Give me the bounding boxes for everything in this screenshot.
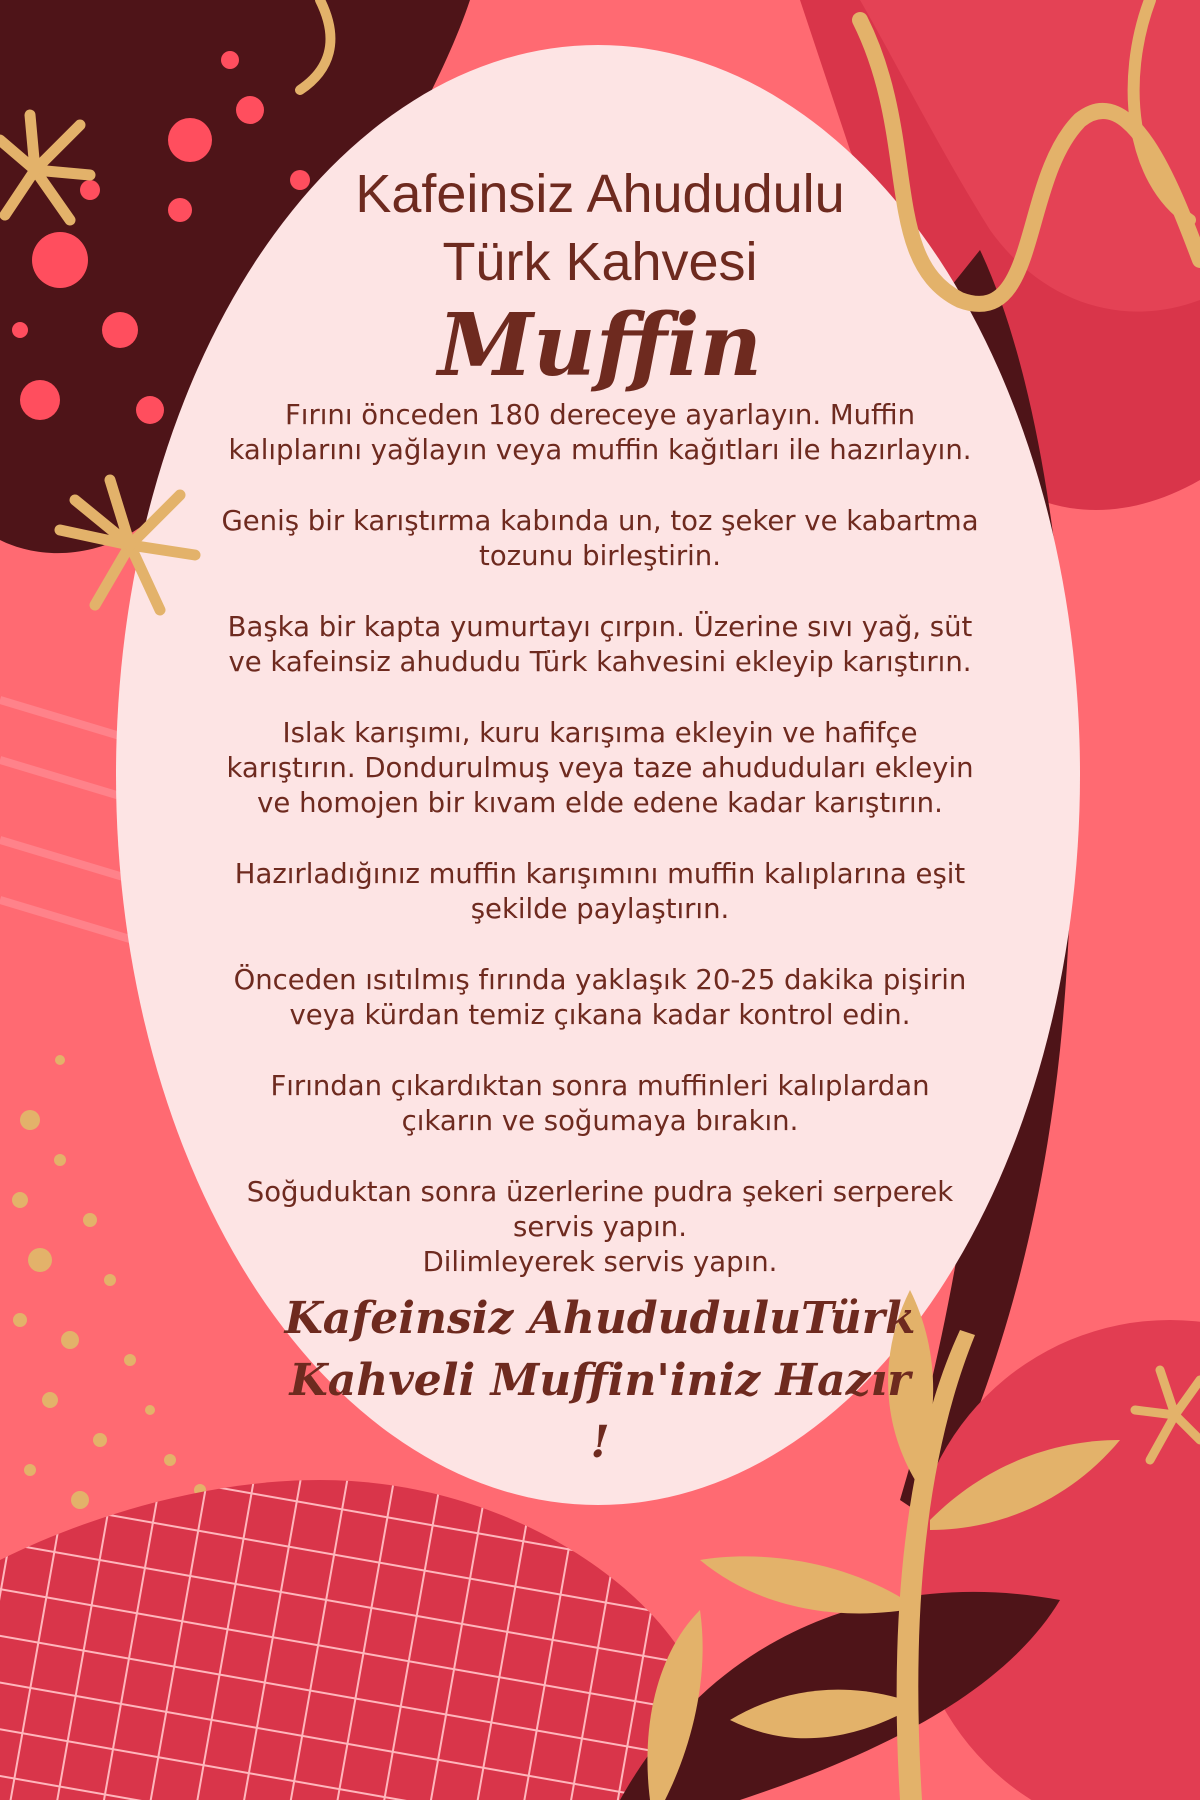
step-line: Geniş bir karıştırma kabında un, toz şeker ve kabartma [221,505,979,537]
recipe-subtitle: Muffin [437,295,763,396]
recipe-steps [150,398,1050,1280]
step-line: kalıplarını yağlayın veya muffin kağıtları ile hazırlayın. [228,434,972,466]
step-line: Dilimleyerek servis yapın. [422,1246,778,1278]
step-line: Soğuduktan sonra üzerlerine pudra şekeri serperek [246,1176,954,1208]
recipe-step [150,716,1050,821]
recipe-step [150,857,1050,927]
step-line: Fırını önceden 180 dereceye ayarlayın. Muffin [284,399,916,431]
step-line: veya kürdan temiz çıkana kadar kontrol edin. [289,999,911,1031]
step-line: Önceden ısıtılmış fırında yaklaşık 20-25 dakika pişirin [233,964,967,996]
closing-line: Kafeinsiz AhududuluTürk [284,1293,916,1344]
recipe-content [150,150,1050,1474]
recipe-step [150,504,1050,574]
recipe-step [150,1175,1050,1280]
step-line: ve kafeinsiz ahududu Türk kahvesini ekleyip karıştırın. [228,646,972,678]
step-line: şekilde paylaştırın. [470,893,730,925]
step-line: Hazırladığınız muffin karışımını muffin kalıplarına eşit [234,858,966,890]
recipe-title [150,160,1050,296]
step-line: Islak karışımı, kuru karışıma ekleyin ve hafifçe [282,717,918,749]
step-line: ve homojen bir kıvam elde edene kadar karıştırın. [257,787,943,819]
step-line: tozunu birleştirin. [479,540,721,572]
recipe-step [150,963,1050,1033]
step-line: çıkarın ve soğumaya bırakın. [401,1105,799,1137]
step-line: Başka bir kapta yumurtayı çırpın. Üzerine sıvı yağ, süt [227,611,973,643]
recipe-title-line: Türk Kahvesi [442,232,758,292]
step-line: karıştırın. Dondurulmuş veya taze ahududuları ekleyin [226,752,974,784]
step-line: Fırından çıkardıktan sonra muffinleri kalıplardan [270,1070,930,1102]
closing-line: Kahveli Muffin'iniz Hazır [289,1355,911,1406]
step-line: servis yapın. [513,1211,687,1243]
recipe-step [150,1069,1050,1139]
closing-line: ! [590,1417,610,1468]
recipe-title-line: Kafeinsiz Ahududulu [355,164,845,224]
recipe-step [150,398,1050,468]
closing-message [150,1288,1050,1474]
recipe-step [150,610,1050,680]
